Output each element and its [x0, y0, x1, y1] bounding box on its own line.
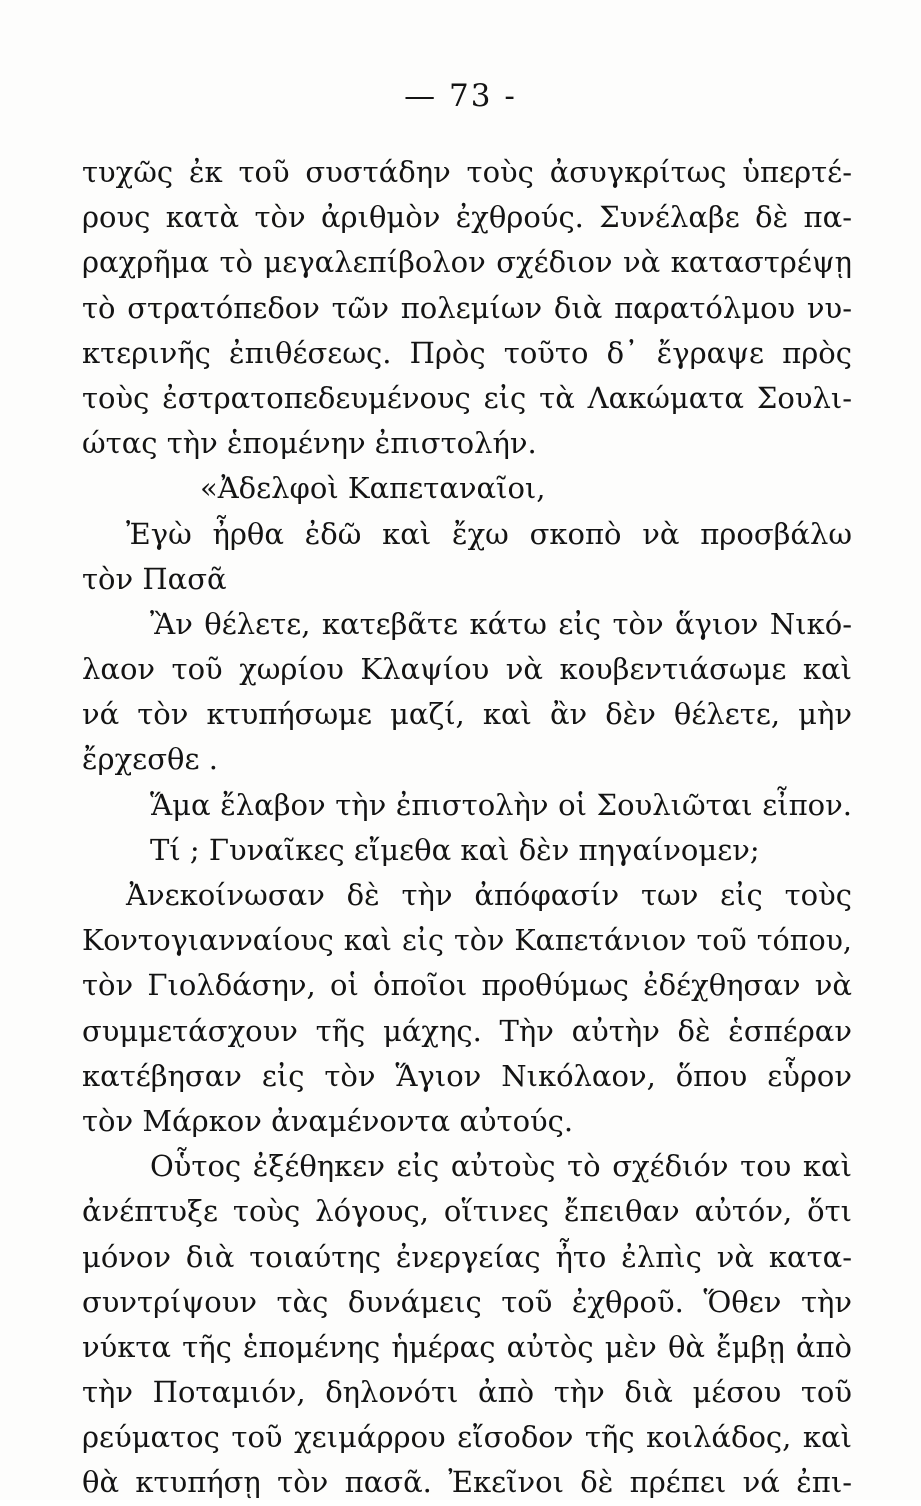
text-line: τὸ στρατόπεδον τῶν πολεμίων διὰ παρατόλμου νυ-	[82, 290, 852, 325]
text-line: μόνον διὰ τοιαύτης ἐνεργείας ἦτο ἐλπὶς νὰ κατα-	[82, 1239, 852, 1274]
text-line: τὸν Μάρκον ἀναμένοντα αὐτούς.	[82, 1103, 574, 1138]
text-line: λαον τοῦ χωρίου Κλαψίου νὰ κουβεντιάσωμε καὶ	[82, 652, 852, 687]
text-line: συμμετάσχουν τῆς μάχης. Τὴν αὐτὴν δὲ ἑσπέραν	[82, 1013, 852, 1048]
text-line: Ἅμα ἔλαβον τὴν ἐπιστολὴν οἱ Σουλιῶται εἶπον.	[150, 787, 852, 822]
text-line: κτερινῆς ἐπιθέσεως. Πρὸς τοῦτο δ᾽ ἔγραψε πρὸς	[82, 335, 852, 370]
text-line: Ἀνεκοίνωσαν δὲ τὴν ἀπόφασίν των εἰς τοὺς	[126, 878, 852, 912]
text-line: τὸν Πασᾶ	[82, 561, 227, 596]
text-line: Οὗτος ἐξέθηκεν εἰς αὐτοὺς τὸ σχέδιόν του καὶ	[150, 1149, 852, 1184]
text-line: τυχῶς ἐκ τοῦ συστάδην τοὺς ἀσυγκρίτως ὑπερτέ-	[82, 155, 852, 189]
text-line: ώτας τὴν ἑπομένην ἐπιστολήν.	[82, 426, 537, 461]
letter-salutation: «Ἀδελφοὶ Καπεταναῖοι,	[200, 471, 546, 506]
text-line: Κοντογιανναίους καὶ εἰς τὸν Καπετάνιον τοῦ τόπου,	[82, 924, 852, 958]
text-line: νά τὸν κτυπήσωμε μαζί, καὶ ἂν δὲν θέλετε, μὴν	[82, 697, 852, 732]
text-line: ραχρῆμα τὸ μεγαλεπίβολον σχέδιον νὰ καταστρέψῃ	[82, 245, 852, 280]
text-line: τὸν Γιολδάσην, οἱ ὁποῖοι προθύμως ἐδέχθησαν νὰ	[82, 968, 852, 1003]
text-line: ρους κατὰ τὸν ἀριθμὸν ἐχθρούς. Συνέλαβε δὲ πα-	[82, 200, 852, 235]
text-line: συντρίψουν τὰς δυνάμεις τοῦ ἐχθροῦ. Ὅθεν τὴν	[82, 1284, 852, 1319]
text-line: κατέβησαν εἰς τὸν Ἅγιον Νικόλαον, ὅπου εὗρον	[82, 1058, 852, 1093]
body-text	[82, 150, 852, 1506]
text-line: Τί ; Γυναῖκες εἴμεθα καὶ δὲν πηγαίνομεν;	[150, 832, 760, 867]
text-line: ρεύματος τοῦ χειμάρρου εἴσοδον τῆς κοιλάδος, καὶ	[82, 1420, 852, 1455]
text-line: ἀνέπτυξε τοὺς λόγους, οἵτινες ἔπειθαν αὐτόν, ὅτι	[82, 1194, 852, 1229]
text-line: τὴν Ποταμιόν, δηλονότι ἀπὸ τὴν διὰ μέσου τοῦ	[82, 1375, 852, 1410]
text-line: Ἐγὼ ἦρθα ἐδῶ καὶ ἔχω σκοπὸ νὰ προσβάλω	[126, 516, 852, 551]
text-line: τοὺς ἐστρατοπεδευμένους εἰς τὰ Λακώματα Σουλι-	[82, 380, 852, 415]
text-line: θὰ κτυπήσῃ τὸν πασᾶ. Ἐκεῖνοι δὲ πρέπει νά ἐπι-	[82, 1465, 852, 1500]
text-line: Ἂν θέλετε, κατεβᾶτε κάτω εἰς τὸν ἅγιον Νικό-	[150, 606, 852, 641]
text-line: ἔρχεσθε .	[82, 742, 218, 777]
text-line: νύκτα τῆς ἑπομένης ἡμέρας αὐτὸς μὲν θὰ ἔμβῃ ἀπὸ	[82, 1329, 852, 1364]
page-number: — 73 -	[404, 78, 517, 114]
